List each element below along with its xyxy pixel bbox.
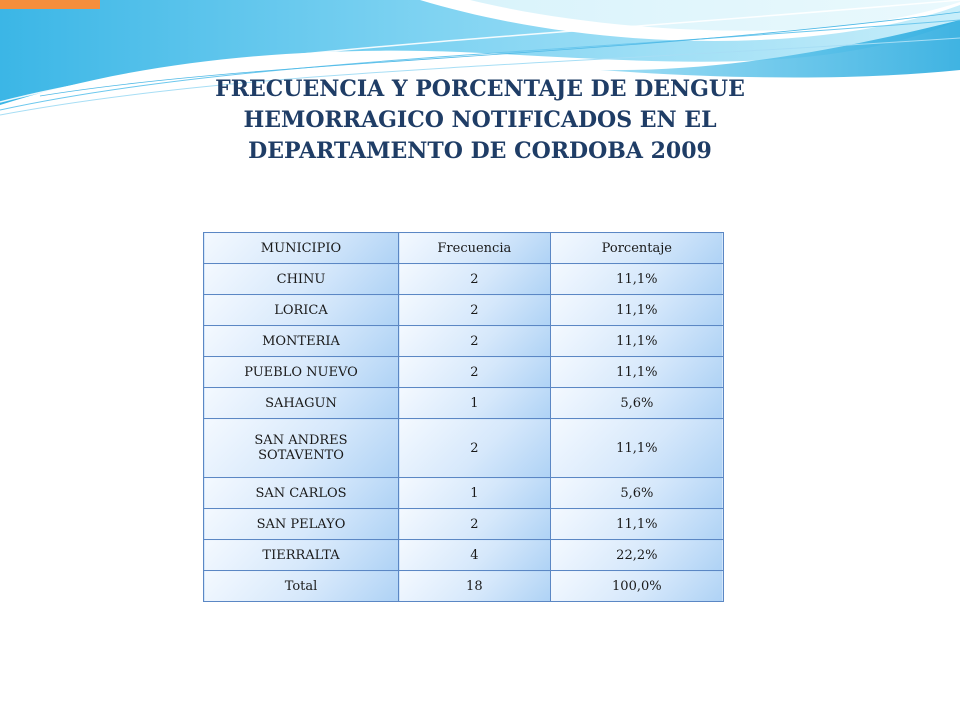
table-row: [204, 357, 724, 388]
table-row: [204, 264, 724, 295]
cell-porcentaje: 11,1%: [550, 419, 723, 478]
table-row: [204, 295, 724, 326]
cell-frecuencia: 2: [399, 295, 551, 326]
cell-frecuencia: 1: [399, 478, 551, 509]
total-label: Total: [204, 571, 399, 602]
cell-frecuencia: 2: [399, 326, 551, 357]
cell-porcentaje: 11,1%: [550, 295, 723, 326]
cell-frecuencia: 2: [399, 357, 551, 388]
header-frecuencia: Frecuencia: [399, 233, 551, 264]
cell-porcentaje: 22,2%: [550, 540, 723, 571]
cell-municipio: SAN CARLOS: [204, 478, 399, 509]
cell-porcentaje: 5,6%: [550, 388, 723, 419]
header-municipio: MUNICIPIO: [204, 233, 399, 264]
cell-porcentaje: 11,1%: [550, 509, 723, 540]
cell-frecuencia: 4: [399, 540, 551, 571]
total-frecuencia: 18: [399, 571, 551, 602]
cell-frecuencia: 2: [399, 264, 551, 295]
cell-municipio: CHINU: [204, 264, 399, 295]
cell-frecuencia: 2: [399, 509, 551, 540]
cell-porcentaje: 11,1%: [550, 357, 723, 388]
header-porcentaje: Porcentaje: [550, 233, 723, 264]
title-line-2: HEMORRAGICO NOTIFICADOS EN EL: [243, 107, 717, 133]
table-row: [204, 326, 724, 357]
cell-porcentaje: 5,6%: [550, 478, 723, 509]
cell-municipio: TIERRALTA: [204, 540, 399, 571]
table-row: [204, 478, 724, 509]
title-line-3: DEPARTAMENTO DE CORDOBA 2009: [248, 138, 712, 164]
slide-title: [150, 74, 810, 167]
cell-porcentaje: 11,1%: [550, 264, 723, 295]
table-row: [204, 388, 724, 419]
table-total-row: [204, 571, 724, 602]
title-line-1: FRECUENCIA Y PORCENTAJE DE DENGUE: [215, 76, 745, 102]
cell-porcentaje: 11,1%: [550, 326, 723, 357]
table-row: [204, 509, 724, 540]
table-header-row: [204, 233, 724, 264]
cell-frecuencia: 2: [399, 419, 551, 478]
cell-frecuencia: 1: [399, 388, 551, 419]
table-row: [204, 419, 724, 478]
cell-municipio: SAN PELAYO: [204, 509, 399, 540]
total-porcentaje: 100,0%: [550, 571, 723, 602]
cell-municipio: MONTERIA: [204, 326, 399, 357]
table-row: [204, 540, 724, 571]
cell-municipio: PUEBLO NUEVO: [204, 357, 399, 388]
cell-municipio: SAN ANDRES SOTAVENTO: [204, 419, 399, 478]
cell-municipio: SAHAGUN: [204, 388, 399, 419]
dengue-frequency-table: [203, 232, 724, 602]
cell-municipio: LORICA: [204, 295, 399, 326]
accent-bar: [0, 0, 100, 9]
